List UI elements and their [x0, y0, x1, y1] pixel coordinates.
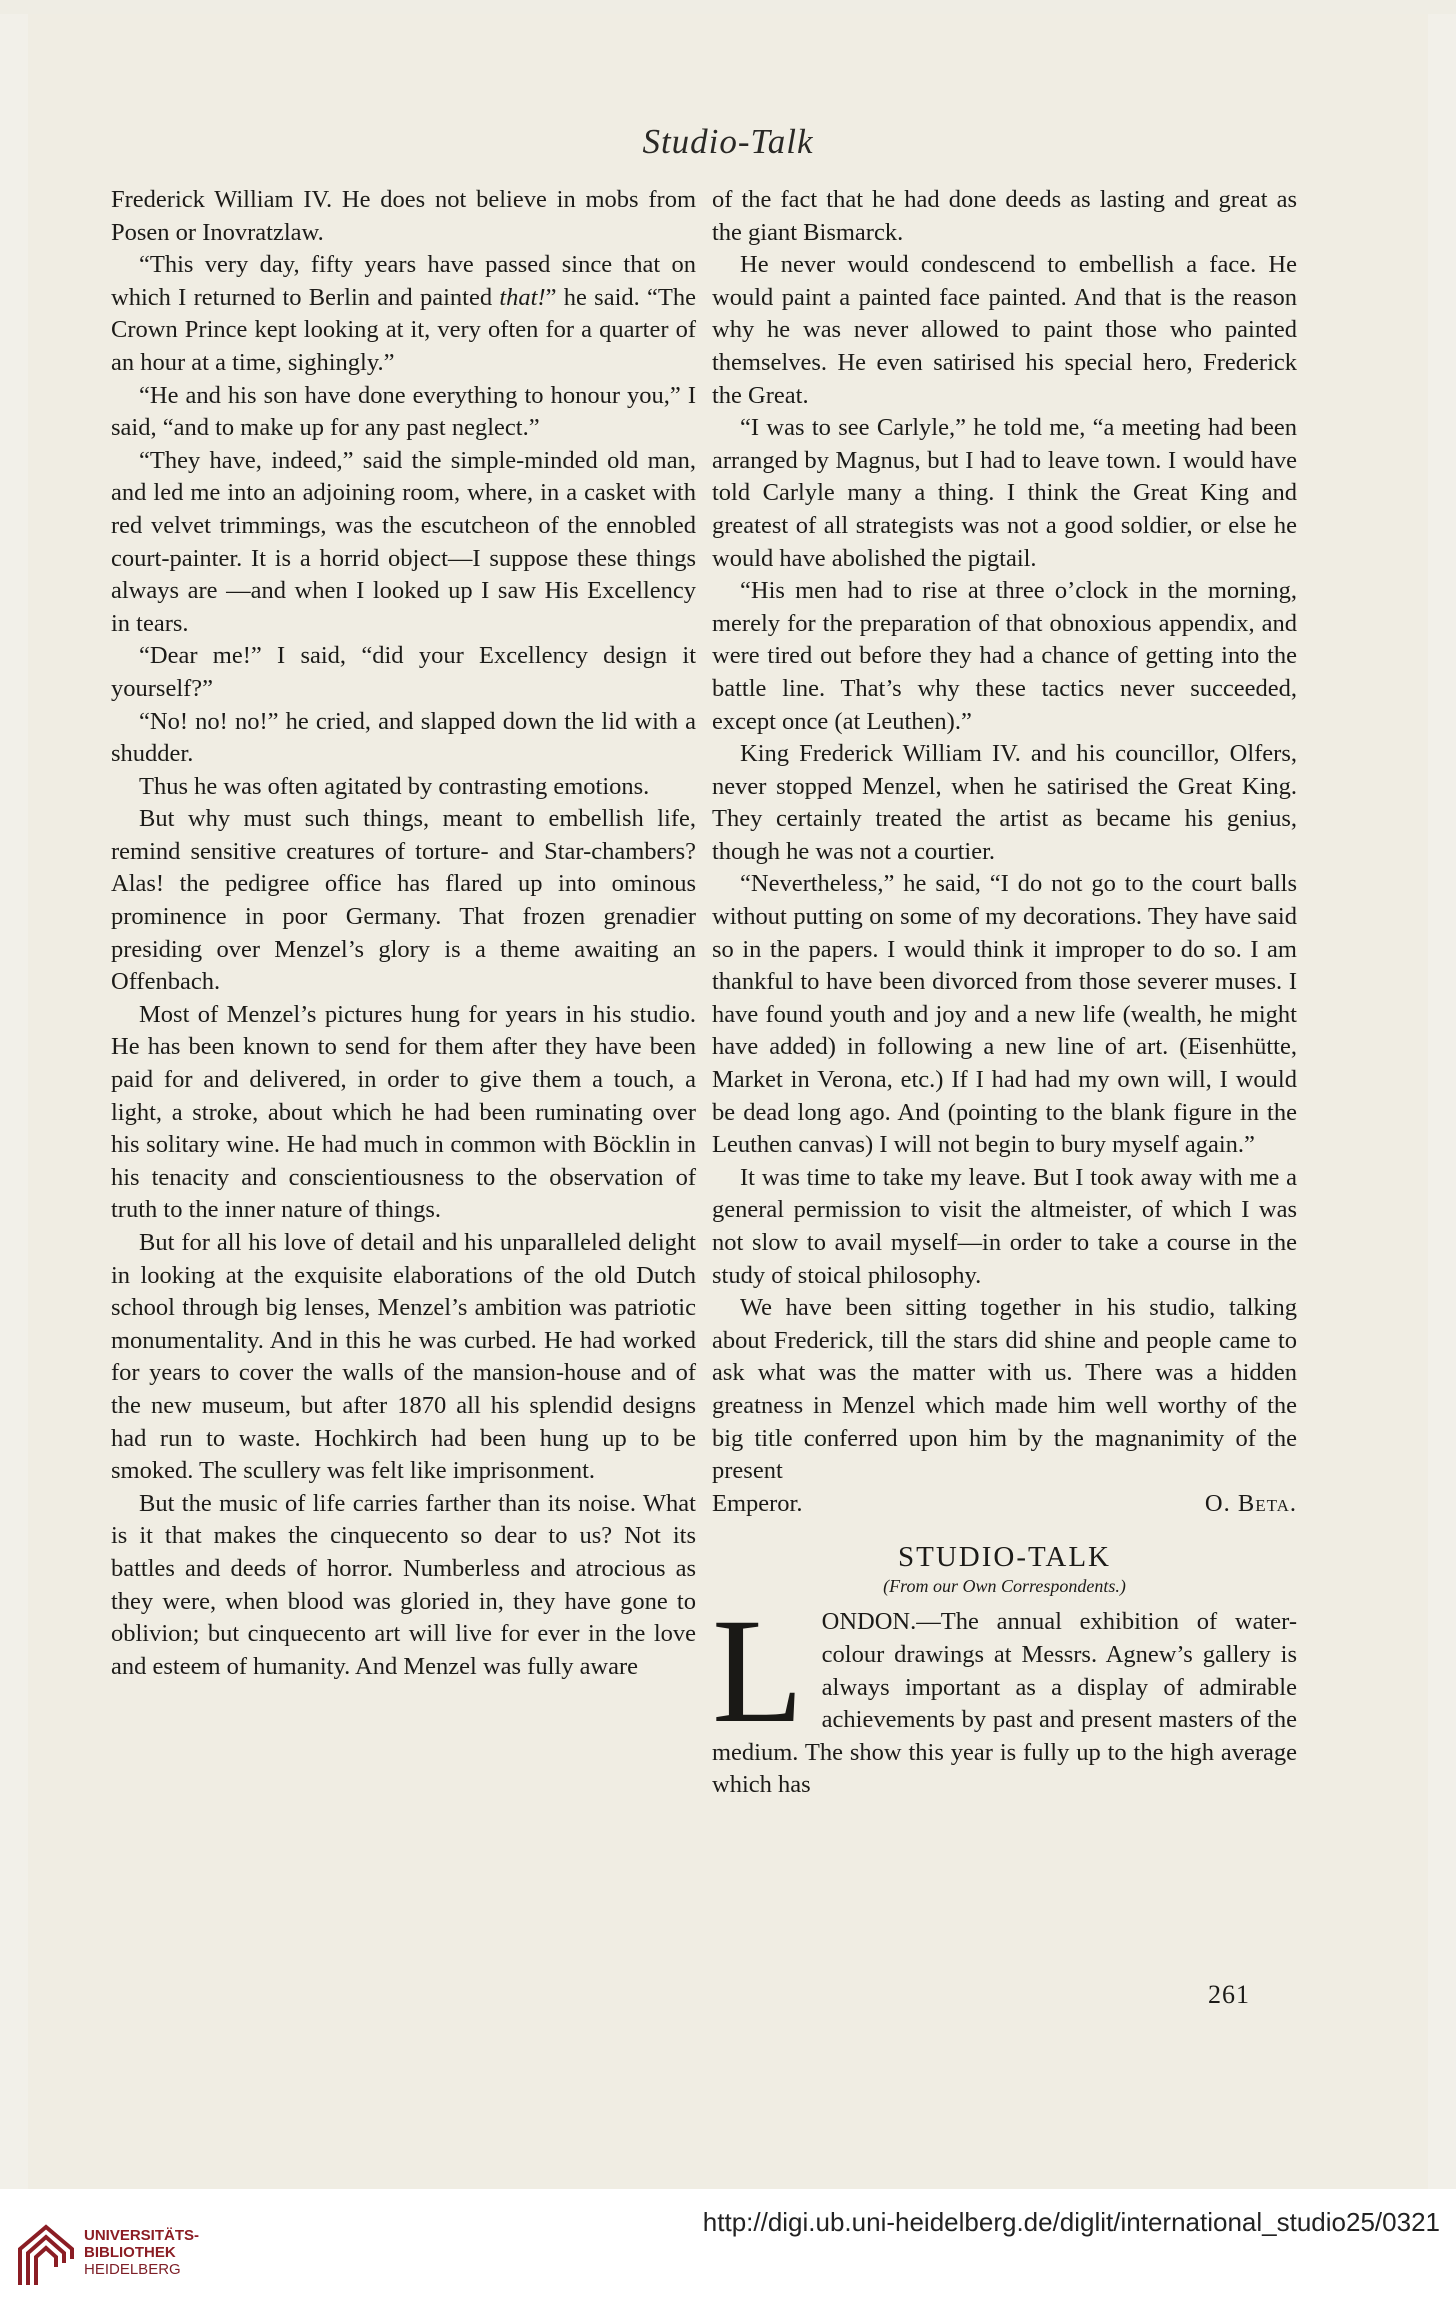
paragraph: It was time to take my leave. But I took away with me a general permission to visit the altmeister, of which I was not slow to avail myself—in order to take a course in the study of stoical philosophy.	[712, 1163, 1297, 1289]
library-name	[84, 2227, 199, 2278]
footer-bar	[0, 2189, 1456, 2307]
right-column	[712, 184, 1297, 1802]
library-logo-icon	[16, 2219, 76, 2289]
section-subtitle: (From our Own Correspondents.)	[883, 1576, 1126, 1597]
paragraph: “He and his son have done everything to honour you,” I said, “and to make up for any past neglect.”	[111, 381, 696, 442]
page-number: 261	[1208, 1980, 1250, 2009]
paragraph: But for all his love of detail and his unparalleled delight in looking at the exquisite elaborations of the old Dutch school through big lenses, Menzel’s ambition was patriotic monumentality. And in this he was curbed. He had worked for years to cover the walls of the mansion-house and of the new museum, but after 1870 all his splendid designs had run to waste. Hochkirch had been hung up to be smoked. The scullery was felt like imprisonment.	[111, 1229, 696, 1485]
paragraph: He never would condescend to embellish a face. He would paint a painted face painted. And that is the reason why he was never allowed to paint those who painted themselves. He even satirised his special hero, Frederick the Great.	[712, 251, 1297, 409]
library-line: UNIVERSITÄTS-	[84, 2227, 200, 2244]
scan-margin	[0, 0, 1456, 14]
library-line: HEIDELBERG	[84, 2261, 181, 2278]
section-paragraph	[712, 1588, 1297, 1802]
paragraph: “I was to see Carlyle,” he told me, “a meeting had been arranged by Magnus, but I had to leave town. I would have told Carlyle many a thing. I think the Great King and greatest of all strategists was not a good soldier, or else he would have abolished the pigtail.	[712, 414, 1297, 572]
library-line: BIBLIOTHEK	[84, 2244, 176, 2261]
paragraph: Thus he was often agitated by contrasting emotions.	[139, 772, 650, 800]
section-title: STUDIO-TALK	[898, 1541, 1111, 1574]
paragraph: Most of Menzel’s pictures hung for years in his studio. He has been known to send for them after they have been paid for and delivered, in order to give them a touch, a light, a stroke, about which he had been ruminating over his solitary wine. He had much in common with Böcklin in his tenacity and conscientiousness to the observation of truth to the inner nature of things.	[111, 1000, 696, 1224]
paragraph: “This very day, fifty years have passed since that on which I returned to Berlin and painted that!” he said. “The Crown Prince kept looking at it, very often for a quarter of an hour at a time, sighingly.”	[111, 251, 696, 376]
source-url-link[interactable]: http://digi.ub.uni-heidelberg.de/diglit/international_studio25/0321	[702, 2207, 1440, 2237]
left-column	[111, 184, 696, 1683]
paragraph: “They have, indeed,” said the simple-minded old man, and led me into an adjoining room, where, in a casket with red velvet trimmings, was the escutcheon of the ennobled court-painter. It is a horrid object—I suppose these things always are —and when I looked up I saw His Excellency in tears.	[111, 446, 696, 637]
paragraph: “His men had to rise at three o’clock in the morning, merely for the preparation of that obnoxious appendix, and were tired out before they had a chance of getting into the battle line. That’s why these tactics never succeeded, except once (at Leuthen).”	[712, 577, 1297, 735]
paragraph: We have been sitting together in his studio, talking about Frederick, till the stars did shine and people came to ask what was the matter with us. There was a hidden greatness in Menzel which made him well worthy of the big title conferred upon him by the magnanimity of the present	[712, 1294, 1297, 1485]
paragraph: King Frederick William IV. and his councillor, Olfers, never stopped Menzel, when he satirised the Great King. They certainly treated the artist as became his genius, though he was not a courtier.	[712, 740, 1297, 865]
closing-word: Emperor.	[712, 1489, 803, 1517]
paragraph: “No! no! no!” he cried, and slapped down the lid with a shudder.	[111, 707, 696, 768]
paragraph: Frederick William IV. He does not believe in mobs from Posen or Inovratzlaw.	[111, 186, 696, 246]
page	[28, 14, 1428, 2189]
drop-capital: L	[712, 1588, 804, 1755]
paragraph: “Dear me!” I said, “did your Excellency design it yourself?”	[111, 642, 696, 702]
paragraph: But why must such things, meant to embellish life, remind sensitive creatures of torture- and Star-chambers? Alas! the pedigree office has flared up into ominous prominence in poor Germany. That frozen grenadier presiding over Menzel’s glory is a theme awaiting an Offenbach.	[111, 805, 696, 996]
paragraph: But the music of life carries farther than its noise. What is it that makes the cinquecento so dear to us? Not its battles and deeds of horror. Numberless and atrocious as they were, when blood was gloried in, they have gone to oblivion; but cinquecento art will live for ever in the love and esteem of humanity. And Menzel was fully aware	[111, 1489, 696, 1680]
section-text: ONDON.—The annual exhibition of water-colour drawings at Messrs. Agnew’s gallery is always important as a display of admirable achievements by past and present masters of the medium. The show this year is fully up to the high average which has	[712, 1608, 1297, 1799]
paragraph: “Nevertheless,” he said, “I do not go to the court balls without putting on some of my decorations. They have said so in the papers. I would think it improper to do so. I am thankful to have been divorced from those severer muses. I have found youth and joy and a new life (wealth, he might have added) in following a new line of art. (Eisenhütte, Market in Verona, etc.) If I had had my own will, I would be dead long ago. And (pointing to the blank figure in the Leuthen canvas) I will not begin to bury myself again.”	[712, 870, 1297, 1159]
running-head: Studio-Talk	[642, 122, 814, 161]
author-signature: O. Beta.	[1204, 1489, 1297, 1517]
signature-line	[712, 1488, 1297, 1521]
paragraph: of the fact that he had done deeds as lasting and great as the giant Bismarck.	[712, 186, 1297, 246]
